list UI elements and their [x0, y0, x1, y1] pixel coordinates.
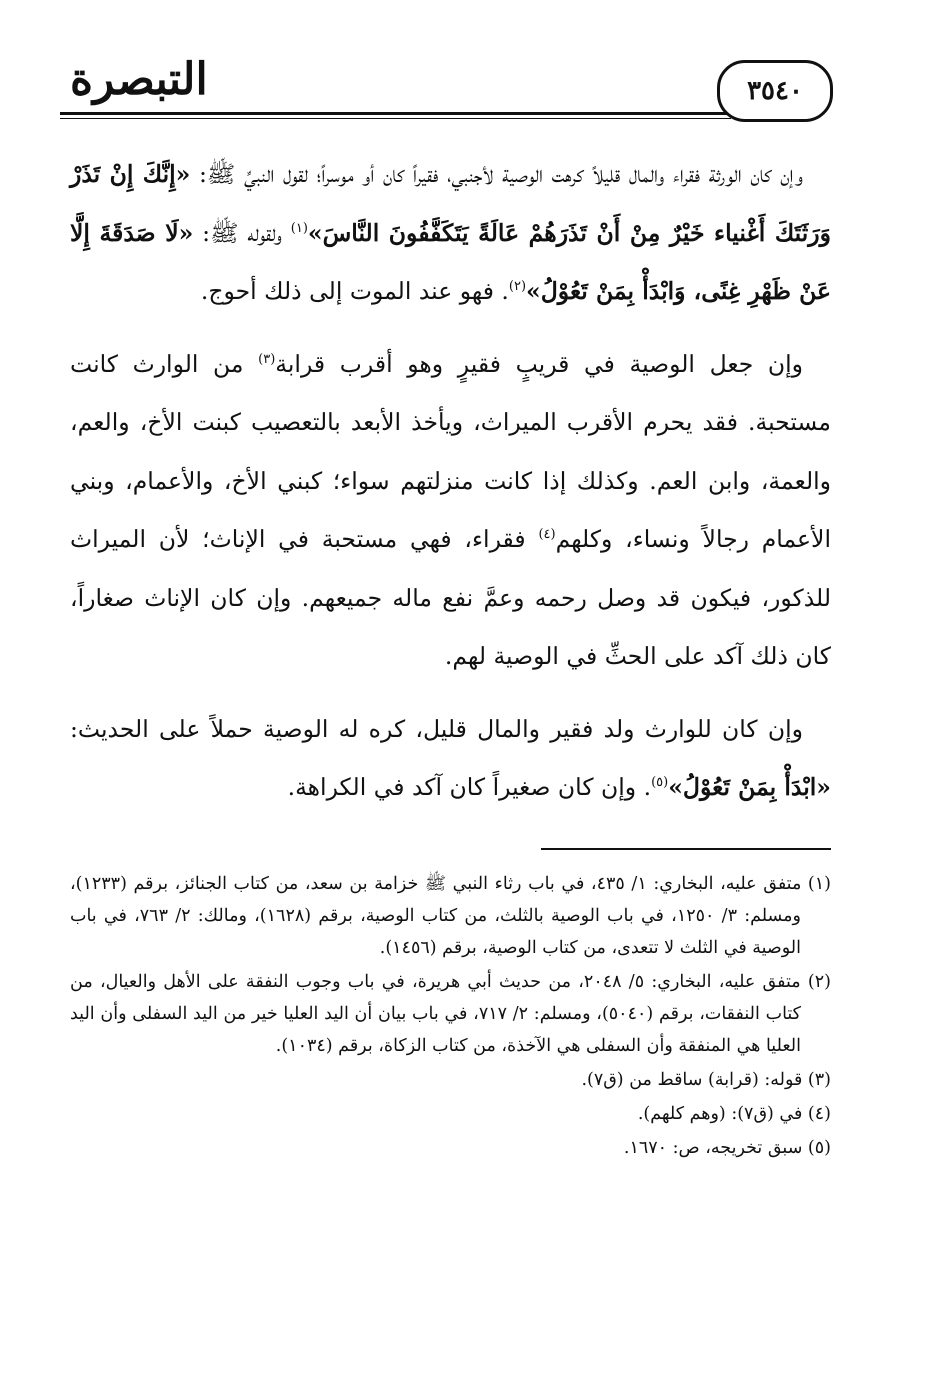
- book-title: التبصرة: [70, 54, 208, 105]
- main-text: [70, 145, 831, 831]
- paragraph-2-text-a: وإن جعل الوصية في قريبٍ فقيرٍ وهو أقرب قرابة: [275, 349, 803, 378]
- header-rule-thin: [60, 118, 731, 119]
- paragraph-2: [70, 335, 831, 686]
- paragraph-3-text-b: . وإن كان صغيراً كان آكد في الكراهة.: [287, 773, 652, 801]
- paragraph-1: [70, 145, 831, 321]
- paragraph-1-text-b: ولقوله ﷺ:: [193, 218, 291, 247]
- header-rule: [60, 112, 731, 115]
- footnote-ref-4: (٤): [538, 527, 556, 543]
- paragraph-3-text-a: وإن كان للوارث ولد فقير والمال قليل، كره له الوصية حملاً على الحديث:: [70, 714, 803, 743]
- hadith-quote-3: «ابْدَأْ بِمَنْ تَعُوْلُ»: [668, 773, 831, 801]
- paragraph-1-text-c: . فهو عند الموت إلى ذلك أحوج.: [200, 277, 509, 305]
- page-number: ٣٥٤٠: [717, 60, 833, 122]
- footnote-separator: [541, 848, 831, 850]
- footnote-5: (٥) سبق تخريجه، ص: ١٦٧٠.: [623, 1138, 831, 1158]
- footnote-ref-3: (٣): [258, 351, 276, 367]
- hadith-quote-2: «لَا صَدَقَةَ إِلَّا عَنْ ظَهْرِ غِنًى، وَابْدَأْ بِمَنْ تَعُوْلُ»: [70, 218, 831, 305]
- footnote-ref-1: (١): [290, 220, 308, 236]
- footnote-4: (٤) في (ق٧): (وهم كلهم).: [637, 1104, 831, 1124]
- paragraph-1-text-a: وإن كان الورثة فقراء والمال قليلاً كرهت الوصية لأجنبي، فقيراً كان أو موسراً؛ لقول النبيِّ ﷺ:: [190, 160, 803, 188]
- footnote-ref-2: (٢): [508, 279, 527, 295]
- footnote-ref-5: (٥): [651, 775, 669, 791]
- footnote-1: (١) متفق عليه، البخاري: ١/ ٤٣٥، في باب رثاء النبي ﷺ خزامة بن سعد، من كتاب الجنائز، برقم (١٢٣٣)، ومسلم: ٣/ ١٢٥٠، في باب الوصية بالثلث، من كتاب الوصية، برقم (١٦٢٨)، ومالك: ٢/ ٧٦٣، في باب الوصية في الثلث لا تتعدى، من كتاب الوصية، برقم (١٤٥٦).: [70, 874, 831, 958]
- paragraph-3: [70, 700, 831, 817]
- paragraph-2-text-c: فقراء، فهي مستحبة في الإناث؛ لأن الميراث للذكور، فيكون قد وصل رحمه وعمَّ نفع ماله جميعهم. وإن كان الإناث صغاراً، كان ذلك آكد على الحثِّ في الوصية لهم.: [70, 525, 831, 670]
- page-header: [60, 50, 831, 130]
- paragraph-2-text-b: من الوارث كانت مستحبة. فقد يحرم الأقرب الميراث، ويأخذ الأبعد بالتعصيب كبنت الأخ، والعم، والعمة، وابن العم. وكذلك إذا كانت منزلتهم سواء؛ كبني الأخ، والأعمام، وبني الأعمام رجالاً ونساء، وكلهم: [70, 349, 831, 553]
- hadith-quote-1: «إِنَّكَ إِنْ تَذَرْ وَرَثَتَكَ أَغْنياء خَيْرٌ مِنْ أَنْ تَذَرَهُمْ عَالَةً يَتَكَفَّفُونَ النَّاسَ»: [70, 160, 831, 247]
- footnotes: [70, 868, 831, 1166]
- footnote-3: (٣) قوله: (قرابة) ساقط من (ق٧).: [581, 1070, 831, 1090]
- footnote-2: (٢) متفق عليه، البخاري: ٥/ ٢٠٤٨، من حديث أبي هريرة، في باب وجوب النفقة على الأهل والعيال، من كتاب النفقات، برقم (٥٠٤٠)، ومسلم: ٢/ ٧١٧، في باب بيان أن اليد العليا خير من اليد السفلى وأن اليد العليا هي المنفقة وأن السفلى هي الآخذة، من كتاب الزكاة، برقم (١٠٣٤).: [70, 972, 831, 1056]
